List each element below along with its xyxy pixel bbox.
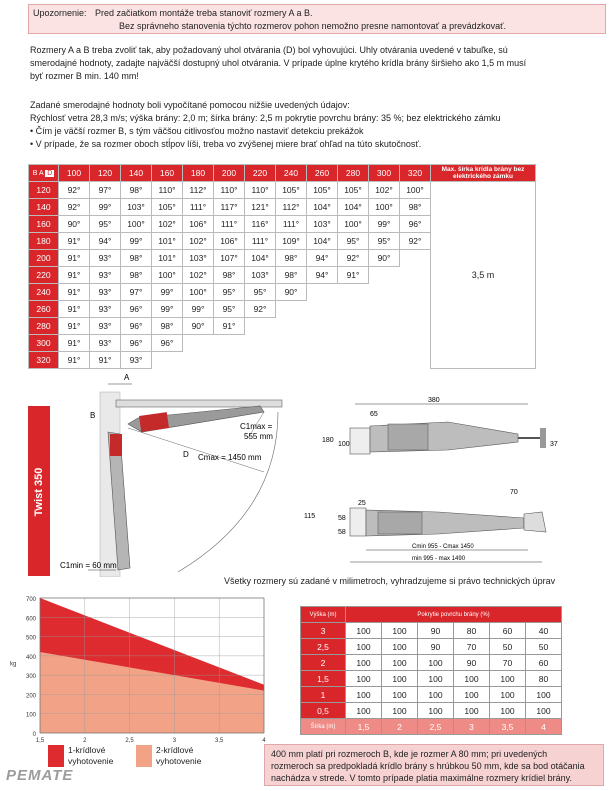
table-col-header: 200 (214, 165, 245, 182)
small-table-footer-label: Šírka (m) (301, 719, 346, 735)
table-cell: 95° (90, 216, 121, 233)
table-cell: 102° (369, 182, 400, 199)
table-cell-empty (214, 352, 245, 369)
calc-line-1: Zadané smerodajné hodnoty boli vypočítané pomocou nižšie uvedených údajov: (30, 100, 350, 110)
small-table-footer-cell: 1,5 (346, 719, 382, 735)
table-cell: 100° (152, 267, 183, 284)
label-d: D (183, 450, 189, 459)
small-table-row (301, 655, 562, 671)
table-cell: 97° (90, 182, 121, 199)
table-cell-empty (152, 352, 183, 369)
table-cell-empty (400, 250, 431, 267)
small-table-cell: 100 (346, 639, 382, 655)
small-table-corner: Výška (m) (301, 607, 346, 623)
table-cell: 96° (121, 335, 152, 352)
table-col-header: 300 (369, 165, 400, 182)
table-col-header: 140 (121, 165, 152, 182)
table-cell: 93° (90, 267, 121, 284)
table-cell: 111° (245, 233, 276, 250)
technical-drawing (28, 372, 588, 577)
table-cell: 100° (183, 284, 214, 301)
table-cell: 92° (59, 199, 90, 216)
dim-37: 37 (550, 441, 558, 448)
table-cell: 100° (369, 199, 400, 216)
table-cell-empty (338, 335, 369, 352)
table-cell: 100° (338, 216, 369, 233)
table-row-header: 300 (29, 335, 59, 352)
table-col-header: 120 (90, 165, 121, 182)
corner-a: A (38, 169, 44, 177)
small-table-cell: 70 (454, 639, 490, 655)
product-name: Twist 350 (33, 467, 45, 517)
table-row-header: 160 (29, 216, 59, 233)
table-cell-empty (307, 318, 338, 335)
table-cell-empty (400, 284, 431, 301)
small-table-header: Pokrytie povrchu brány (%) (346, 607, 562, 623)
table-cell: 93° (121, 352, 152, 369)
small-table-footer-cell: 2,5 (418, 719, 454, 735)
chart-plot-area (10, 597, 266, 744)
table-cell: 92° (59, 182, 90, 199)
table-cell: 92° (338, 250, 369, 267)
x-tick-label: 3,5 (215, 738, 224, 744)
table-row-header: 180 (29, 233, 59, 250)
small-table-footer (301, 719, 562, 735)
table-cell: 93° (90, 284, 121, 301)
table-cell: 96° (121, 301, 152, 318)
dim-65: 65 (370, 411, 378, 418)
table-cell: 98° (276, 250, 307, 267)
c1min-label: C1min = 60 mm (60, 561, 117, 570)
y-tick-label: 300 (25, 674, 36, 681)
table-cell: 110° (214, 182, 245, 199)
y-tick-label: 100 (25, 712, 36, 719)
table-cell-empty (369, 284, 400, 301)
small-table-row (301, 639, 562, 655)
small-table-row-header: 2,5 (301, 639, 346, 655)
table-cell: 95° (369, 233, 400, 250)
table-cell-empty (245, 352, 276, 369)
table-cell: 106° (183, 216, 214, 233)
table-cell: 99° (90, 199, 121, 216)
warning-box (28, 4, 606, 34)
table-cell-empty (338, 318, 369, 335)
dim-115: 115 (304, 513, 316, 520)
table-cell-empty (400, 335, 431, 352)
small-table-cell: 100 (418, 703, 454, 719)
table-col-header: 240 (276, 165, 307, 182)
table-cell: 90° (369, 250, 400, 267)
small-table-cell: 100 (526, 703, 562, 719)
table-cell: 99° (152, 284, 183, 301)
small-table-cell: 60 (526, 655, 562, 671)
table-cell: 98° (121, 182, 152, 199)
small-table-cell: 100 (346, 703, 382, 719)
x-tick-label: 4 (262, 738, 266, 744)
dim-70: 70 (510, 489, 518, 496)
small-table-cell: 100 (382, 639, 418, 655)
legend-swatch-1 (48, 745, 64, 767)
legend-label-2: 2-krídlové vyhotovenie (156, 745, 202, 766)
table-col-header: 160 (152, 165, 183, 182)
table-cell-empty (400, 318, 431, 335)
dim-cmin-cmax: Cmin 955 - Cmax 1450 (412, 544, 474, 550)
small-table-footer-cell: 4 (526, 719, 562, 735)
small-table-cell: 80 (454, 623, 490, 639)
table-cell: 93° (90, 318, 121, 335)
table-cell-empty (369, 352, 400, 369)
small-table-row-header: 1 (301, 687, 346, 703)
dim-180: 180 (322, 437, 334, 444)
small-table-row-header: 2 (301, 655, 346, 671)
small-table-footer-cell: 3 (454, 719, 490, 735)
small-table-row (301, 623, 562, 639)
table-cell-empty (276, 301, 307, 318)
y-tick-label: 0 (32, 732, 36, 738)
table-cell: 98° (276, 267, 307, 284)
bottom-note-line-3: nachádza v strede. V tomto prípade platia maximálne rozmery krídiel brány. (271, 773, 572, 783)
gate-leaf (116, 400, 282, 407)
table-cell: 104° (245, 250, 276, 267)
table-cell: 92° (400, 233, 431, 250)
table-cell-empty (338, 352, 369, 369)
table-cell: 102° (152, 216, 183, 233)
bottom-note-line-2: rozmeroch sa predpokladá krídlo brány s hrúbkou 50 mm, kde sa bod otáčania (271, 761, 585, 771)
table-row-header: 220 (29, 267, 59, 284)
table-cell-empty (369, 267, 400, 284)
table-cell-empty (338, 301, 369, 318)
opening-angle-table (28, 164, 536, 369)
calc-paragraph (30, 99, 590, 151)
table-cell: 111° (214, 216, 245, 233)
table-cell: 91° (214, 318, 245, 335)
table-cell: 100° (121, 216, 152, 233)
table-cell: 91° (59, 267, 90, 284)
dim-380: 380 (428, 397, 440, 404)
table-col-header: 220 (245, 165, 276, 182)
small-table-cell: 100 (526, 687, 562, 703)
table-cell-empty (400, 267, 431, 284)
table-cell: 96° (121, 318, 152, 335)
table-col-header: 320 (400, 165, 431, 182)
table-cell: 91° (90, 352, 121, 369)
table-cell: 117° (214, 199, 245, 216)
table-cell-empty (183, 352, 214, 369)
table-col-header: 180 (183, 165, 214, 182)
warning-label: Upozornenie: (33, 8, 87, 18)
y-tick-label: 200 (25, 693, 36, 700)
table-cell-empty (369, 318, 400, 335)
table-cell: 103° (245, 267, 276, 284)
max-width-value: 3,5 m (431, 182, 536, 369)
small-table-cell: 100 (346, 671, 382, 687)
plan-view (304, 489, 546, 562)
y-tick-label: 700 (25, 597, 36, 603)
small-table-cell: 100 (490, 687, 526, 703)
table-cell: 90° (183, 318, 214, 335)
table-col-header: 100 (59, 165, 90, 182)
dim-100: 100 (338, 441, 350, 448)
cmax-label: Cmax = 1450 mm (198, 453, 262, 462)
small-table-cell: 100 (382, 655, 418, 671)
table-cell: 102° (183, 267, 214, 284)
brand-logo: PEMATE (6, 767, 74, 784)
small-table-cell: 100 (490, 703, 526, 719)
small-table-cell: 100 (490, 671, 526, 687)
table-row-header: 140 (29, 199, 59, 216)
corner-b: B (32, 169, 38, 177)
legend-swatch-2 (136, 745, 152, 767)
x-tick-label: 2 (83, 738, 87, 744)
table-row-header: 200 (29, 250, 59, 267)
small-table-cell: 100 (382, 703, 418, 719)
label-b: B (90, 411, 96, 420)
table-cell: 105° (276, 182, 307, 199)
small-table-row-header: 3 (301, 623, 346, 639)
max-width-header: Max. šírka krídla brány bez elektrického zámku (431, 165, 536, 182)
table-cell: 90° (59, 216, 90, 233)
table-cell: 98° (152, 318, 183, 335)
table-cell: 103° (307, 216, 338, 233)
table-cell: 95° (245, 284, 276, 301)
table-cell: 110° (245, 182, 276, 199)
table-cell: 105° (152, 199, 183, 216)
small-table-row (301, 687, 562, 703)
calc-line-3: • Čím je väčší rozmer B, s tým väčšou citlivosťou možno nastaviť detekciu prekážok (30, 126, 364, 136)
small-table-cell: 100 (382, 671, 418, 687)
table-cell-empty (214, 335, 245, 352)
table-cell: 109° (276, 233, 307, 250)
y-axis-label: kg (10, 661, 17, 668)
table-cell: 105° (338, 182, 369, 199)
small-table-cell: 70 (490, 655, 526, 671)
table-row-header: 320 (29, 352, 59, 369)
table-cell: 102° (183, 233, 214, 250)
table-cell: 91° (59, 352, 90, 369)
table-cell: 97° (121, 284, 152, 301)
table-row-header: 240 (29, 284, 59, 301)
small-table-cell: 90 (418, 639, 454, 655)
side-view (322, 397, 558, 454)
y-tick-label: 500 (25, 635, 36, 642)
table-cell-empty (276, 352, 307, 369)
table-row-header: 260 (29, 301, 59, 318)
calc-line-2: Rýchlosť vetra 28,3 m/s; výška brány: 2,0 m; šírka brány: 2,5 m pokrytie povrchu brány: 35 %; bez elektrického zámku (30, 113, 501, 123)
small-table-cell: 100 (454, 703, 490, 719)
table-cell: 106° (214, 233, 245, 250)
table-cell: 92° (245, 301, 276, 318)
table-cell: 111° (276, 216, 307, 233)
table-cell: 98° (121, 250, 152, 267)
table-cell: 91° (59, 233, 90, 250)
table-cell-empty (307, 335, 338, 352)
table-cell: 101° (152, 250, 183, 267)
table-cell: 96° (400, 216, 431, 233)
dim-58-a: 58 (338, 515, 346, 522)
small-table-cell: 100 (382, 687, 418, 703)
table-cell: 104° (307, 233, 338, 250)
small-table-cell: 100 (454, 671, 490, 687)
small-table-cell: 50 (490, 639, 526, 655)
table-cell: 101° (152, 233, 183, 250)
table-cell: 93° (90, 301, 121, 318)
table-cell: 95° (214, 284, 245, 301)
table-cell: 121° (245, 199, 276, 216)
table-cell: 103° (183, 250, 214, 267)
intro-line-2: smerodajné hodnoty, zadajte najväčší dostupný uhol otvárania. V prípade úplne krytého krídla brány širšieho ako 1,5 m musí (30, 58, 527, 68)
intro-line-1: Rozmery A a B treba zvoliť tak, aby požadovaný uhol otvárania (D) bol vyhovujúci. Uhly otvárania uvedené v tabuľke, sú (30, 45, 508, 55)
table-cell-empty (183, 335, 214, 352)
x-tick-label: 2,5 (125, 738, 134, 744)
table-cell: 94° (90, 233, 121, 250)
table-cell-empty (307, 284, 338, 301)
table-cell-empty (276, 335, 307, 352)
table-cell: 90° (276, 284, 307, 301)
table-cell: 99° (152, 301, 183, 318)
small-table-cell: 50 (526, 639, 562, 655)
small-table-cell: 90 (454, 655, 490, 671)
small-table-cell: 100 (346, 623, 382, 639)
table-cell: 95° (214, 301, 245, 318)
table-col-header: 280 (338, 165, 369, 182)
table-cell: 100° (400, 182, 431, 199)
table-cell: 95° (338, 233, 369, 250)
table-cell: 107° (214, 250, 245, 267)
table-cell: 96° (152, 335, 183, 352)
table-cell: 91° (59, 318, 90, 335)
table-row-header: 280 (29, 318, 59, 335)
bottom-note-line-1: 400 mm platí pri rozmeroch B, kde je rozmer A 80 mm; pri uvedených (271, 749, 548, 759)
table-cell-empty (307, 301, 338, 318)
table-cell: 104° (307, 199, 338, 216)
table-cell-empty (400, 352, 431, 369)
table-cell-empty (369, 335, 400, 352)
small-table-cell: 80 (526, 671, 562, 687)
dim-min-max: min 995 - max 1490 (412, 556, 466, 562)
warning-line-2: Bez správneho stanovenia týchto rozmerov pohon nemožno presne namontovať a prevádzkovať. (119, 21, 506, 31)
c1max-label: C1max = (240, 422, 273, 431)
small-table-cell: 100 (346, 655, 382, 671)
small-table-cell: 60 (490, 623, 526, 639)
dim-25: 25 (358, 500, 366, 507)
small-table-row (301, 703, 562, 719)
table-cell: 93° (90, 335, 121, 352)
table-cell: 94° (307, 250, 338, 267)
corner-d: D (47, 169, 53, 177)
calc-line-4: • V prípade, že sa rozmer oboch stĺpov líši, treba vo zvýšenej miere brať ohľad na túto skutočnosť. (30, 139, 422, 149)
table-corner (29, 165, 59, 182)
table-row (29, 182, 536, 199)
table-cell: 91° (338, 267, 369, 284)
table-cell: 91° (59, 284, 90, 301)
intro-line-3: byť rozmer B min. 140 mm! (30, 71, 139, 81)
table-cell-empty (338, 284, 369, 301)
table-cell: 99° (183, 301, 214, 318)
table-cell-empty (245, 318, 276, 335)
weight-chart (0, 588, 280, 748)
small-table-footer-cell: 2 (382, 719, 418, 735)
small-table-cell: 100 (418, 687, 454, 703)
small-table-row-header: 1,5 (301, 671, 346, 687)
table-cell: 99° (369, 216, 400, 233)
table-cell-empty (369, 301, 400, 318)
label-a: A (124, 373, 130, 382)
table-cell-empty (276, 318, 307, 335)
c1max-value: 555 mm (244, 432, 273, 441)
table-cell: 99° (121, 233, 152, 250)
small-table-cell: 100 (454, 687, 490, 703)
table-cell: 98° (121, 267, 152, 284)
small-table-cell: 100 (418, 655, 454, 671)
table-cell: 91° (59, 250, 90, 267)
y-tick-label: 600 (25, 616, 36, 623)
small-table-cell: 100 (418, 671, 454, 687)
table-cell-empty (400, 301, 431, 318)
small-table-footer-cell: 3,5 (490, 719, 526, 735)
table-cell: 112° (183, 182, 214, 199)
table-cell: 94° (307, 267, 338, 284)
x-tick-label: 3 (172, 738, 177, 744)
bottom-note (264, 744, 604, 786)
drawing-note: Všetky rozmery sú zadané v milimetroch, vyhradzujeme si právo technických úprav (224, 576, 556, 586)
table-cell: 93° (90, 250, 121, 267)
small-table-cell: 100 (382, 623, 418, 639)
small-table-cell: 40 (526, 623, 562, 639)
table-cell: 116° (245, 216, 276, 233)
table-cell: 91° (59, 335, 90, 352)
legend-label-1: 1-krídlové vyhotovenie (68, 745, 114, 766)
table-cell: 112° (276, 199, 307, 216)
table-row-header: 120 (29, 182, 59, 199)
table-col-header: 260 (307, 165, 338, 182)
coverage-table (300, 606, 562, 735)
table-cell: 103° (121, 199, 152, 216)
table-cell: 110° (152, 182, 183, 199)
intro-paragraph (30, 44, 590, 83)
small-table-cell: 90 (418, 623, 454, 639)
table-cell-empty (245, 335, 276, 352)
table-cell: 104° (338, 199, 369, 216)
table-cell: 98° (214, 267, 245, 284)
y-tick-label: 400 (25, 654, 36, 661)
table-cell: 105° (307, 182, 338, 199)
dim-58-b: 58 (338, 529, 346, 536)
table-cell: 111° (183, 199, 214, 216)
small-table-cell: 100 (346, 687, 382, 703)
table-cell-empty (307, 352, 338, 369)
x-tick-label: 1,5 (35, 738, 45, 744)
table-cell: 98° (400, 199, 431, 216)
warning-line-1: Pred začiatkom montáže treba stanoviť rozmery A a B. (95, 8, 313, 18)
small-table-row-header: 0,5 (301, 703, 346, 719)
small-table-row (301, 671, 562, 687)
table-cell: 91° (59, 301, 90, 318)
